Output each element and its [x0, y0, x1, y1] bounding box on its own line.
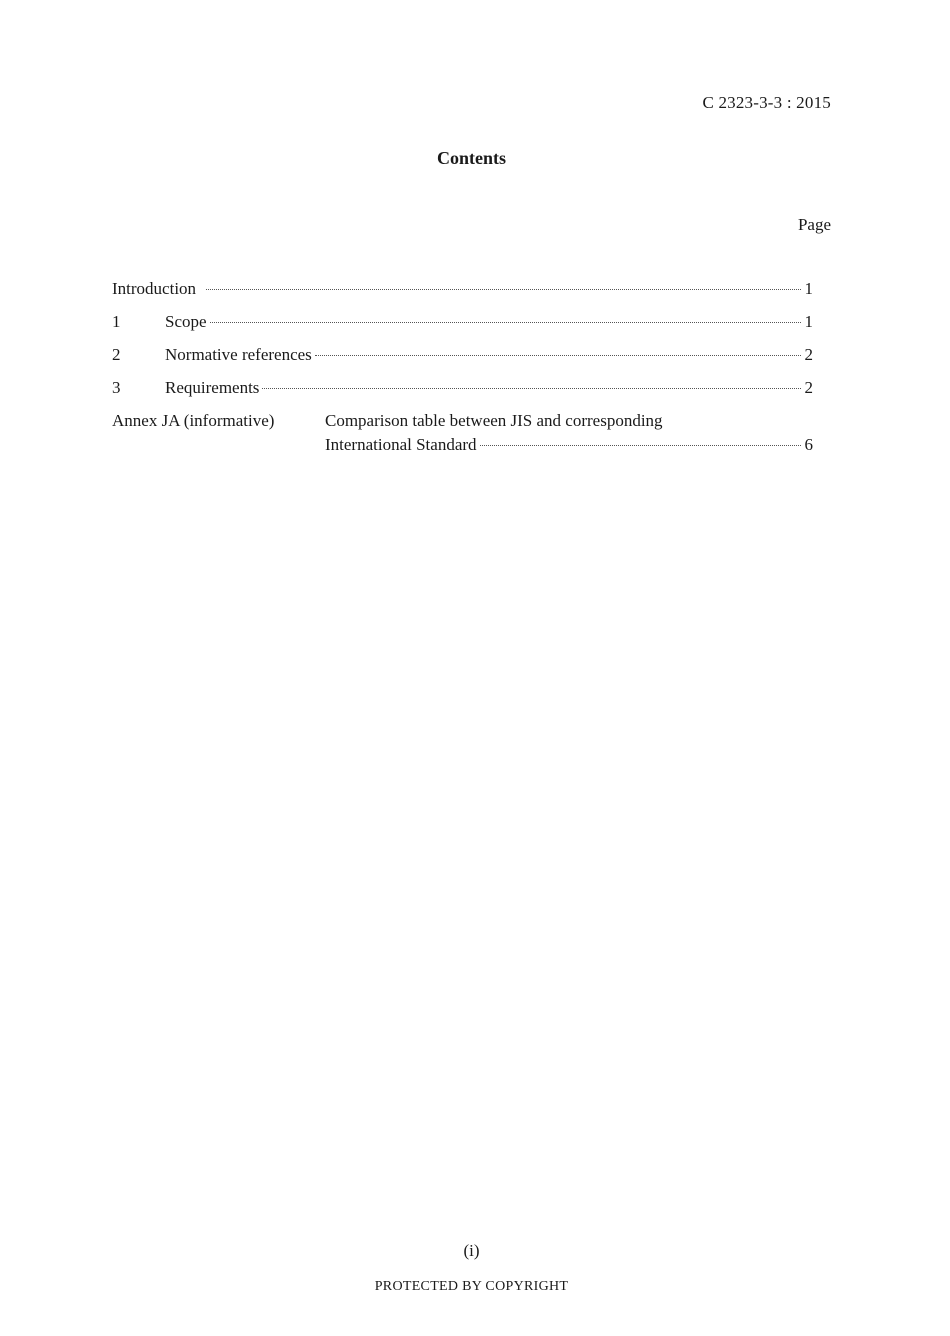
annex-label: Annex JA (informative)	[112, 411, 275, 430]
toc-entry-page: 1	[804, 312, 813, 331]
standard-code: C 2323-3-3 : 2015	[702, 93, 831, 112]
annex-title	[325, 411, 813, 455]
toc-entry-page: 2	[804, 345, 813, 364]
copyright-notice: PROTECTED BY COPYRIGHT	[374, 1279, 569, 1294]
toc-entry-page: 6	[804, 435, 813, 454]
toc-entry-label: Requirements	[165, 378, 260, 397]
toc-entry-number: 2	[112, 345, 121, 364]
dot-leader	[315, 354, 801, 356]
table-of-contents	[112, 279, 813, 455]
toc-entry-normative-references[interactable]	[112, 345, 813, 378]
toc-entry-requirements[interactable]	[112, 378, 813, 411]
toc-entry-page: 1	[804, 279, 813, 298]
toc-entry-page: 2	[804, 378, 813, 397]
toc-entry-label: Introduction	[112, 279, 197, 298]
toc-entry-introduction[interactable]	[112, 279, 813, 312]
toc-entry-number: 3	[112, 378, 121, 397]
dot-leader	[206, 288, 801, 290]
toc-entry-scope[interactable]	[112, 312, 813, 345]
toc-entry-label: Normative references	[165, 345, 312, 364]
toc-entry-number: 1	[112, 312, 121, 331]
page-column-label: Page	[797, 215, 831, 234]
toc-entry-label: Scope	[165, 312, 207, 331]
toc-entry-annex-ja[interactable]	[112, 411, 813, 455]
page-number: (i)	[463, 1241, 480, 1260]
annex-title-line2: International Standard	[325, 435, 477, 454]
dot-leader	[210, 321, 801, 323]
annex-title-line1: Comparison table between JIS and corresponding	[325, 411, 663, 430]
dot-leader	[480, 444, 801, 446]
page-title: Contents	[436, 148, 506, 168]
dot-leader	[262, 387, 801, 389]
